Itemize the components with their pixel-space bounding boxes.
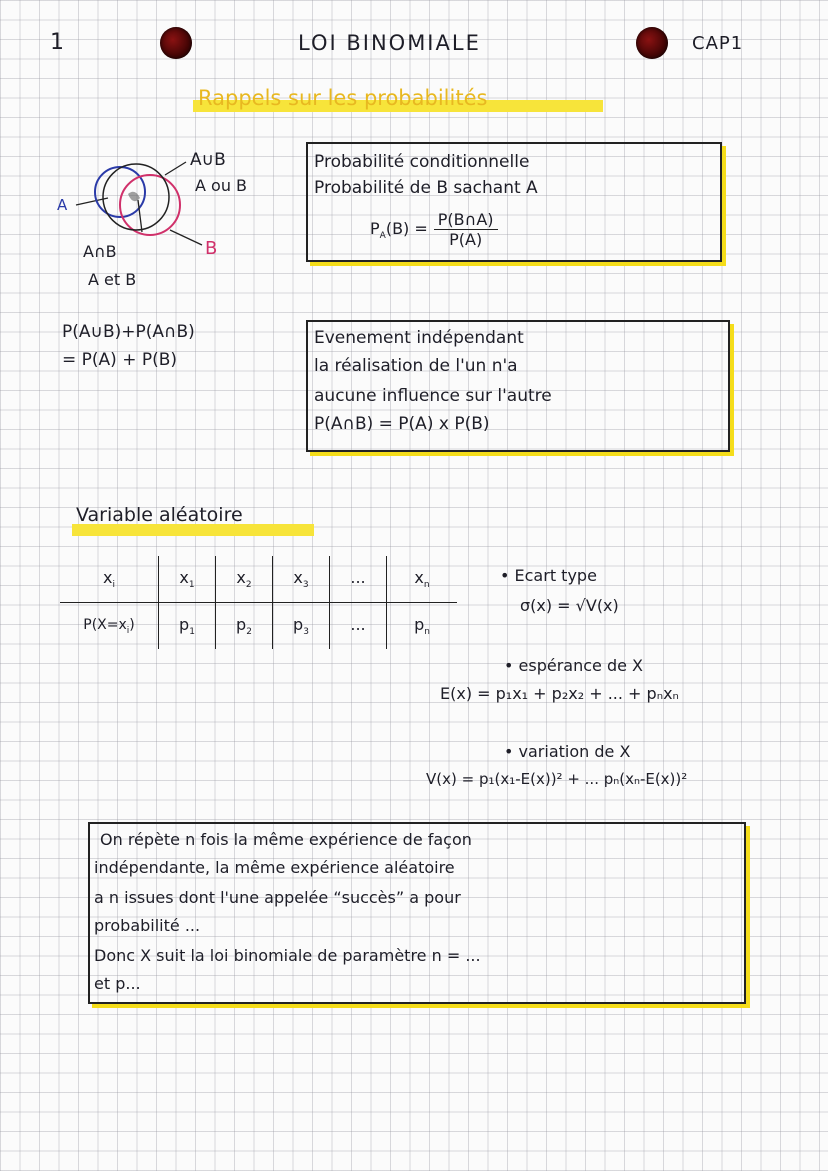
binomial-box [88,822,746,1004]
random-variable-table [60,556,457,649]
binder-hole-left [160,27,192,59]
table-cell: $x_n$ [387,556,458,603]
variation-formula: V(x) = p₁(x₁-E(x))² + ... pₙ(xₙ-E(x))² [426,770,688,788]
conditional-formula [370,210,498,249]
independent-line2: la réalisation de l'un n'a [314,356,518,376]
venn-label-inter-text: A et B [88,270,137,289]
venn-circle-b [120,175,180,235]
venn-pointer-b [170,230,202,245]
binomial-line2: indépendante, la même expérience aléatoire [94,858,455,877]
table-cell: $p_n$ [414,615,430,637]
conditional-title: Probabilité conditionnelle [314,152,530,172]
subtitle: Rappels sur les probabilités [198,86,488,110]
table-cell: ... [330,556,387,603]
table-row-probabilities [60,603,457,650]
page-title: LOI BINOMIALE [298,31,481,55]
venn-pointer-union [165,162,186,175]
union-formula-line2: = P(A) + P(B) [62,350,178,370]
independent-formula: P(A∩B) = P(A) x P(B) [314,414,490,434]
binomial-line1: On répète n fois la même expérience de façon [100,830,472,849]
venn-label-inter: A∩B [83,242,117,261]
conditional-denominator: P(A) [449,230,483,249]
ecart-type-title: • Ecart type [500,566,597,585]
conditional-fraction [434,210,498,249]
table-cell: $x_1$ [159,556,216,603]
ecart-type-formula: σ(x) = √V(x) [520,596,619,615]
venn-label-b: B [205,238,218,259]
conditional-definition: Probabilité de B sachant A [314,178,538,198]
table-row-values [60,556,457,603]
esperance-title: • espérance de X [504,656,643,675]
table-head-xi: $x_i$ [60,556,159,603]
table-head-pxi: $P(X=x_i)$ [60,603,159,650]
section-title-random-variable: Variable aléatoire [76,504,243,526]
binder-hole-right [636,27,668,59]
venn-label-union: A∪B [190,150,226,170]
venn-intersection-hatch [128,192,140,201]
binomial-line5: Donc X suit la loi binomiale de paramètre n = ... [94,946,481,965]
variation-title: • variation de X [504,742,631,761]
table-cell: $x_3$ [273,556,330,603]
binomial-line3: a n issues dont l'une appelée “succès” a pour [94,888,461,907]
table-cell: ... [330,603,387,650]
binomial-line6: et p... [94,974,141,993]
table-cell: $x_2$ [216,556,273,603]
esperance-formula: E(x) = p₁x₁ + p₂x₂ + ... + pₙxₙ [440,684,679,703]
page-number: 1 [50,30,64,55]
venn-label-union-text: A ou B [195,176,248,195]
independent-line3: aucune influence sur l'autre [314,386,552,406]
independent-title: Evenement indépendant [314,328,524,348]
table-cell: $p_2$ [216,603,273,650]
table-cell: $p_1$ [159,603,216,650]
table-cell: $p_3$ [273,603,330,650]
binomial-line4: probabilité ... [94,916,201,935]
union-formula-line1: P(A∪B)+P(A∩B) [62,322,195,342]
conditional-numerator: P(B∩A) [434,210,498,230]
conditional-lhs: $P_A(B)$ = [370,218,428,241]
chapter-label: CAP1 [692,33,744,54]
venn-label-a: A [57,196,68,214]
